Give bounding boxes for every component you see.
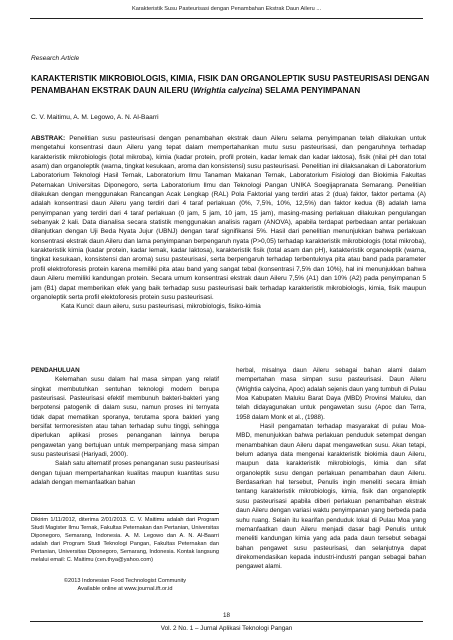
availability-line: Available online at www.journal.ift.or.id xyxy=(77,586,173,592)
journal-footer: Vol. 2 No. 1 – Jurnal Aplikasi Teknologi Pangan xyxy=(160,625,293,632)
title-main: KARAKTERISTIK MIKROBIOLOGIS, KIMIA, FISIK DAN ORGANOLEPTIK SUSU PASTEURISASI DENGAN PENAMBAHAN EKSTRAK DAUN AILERU ( xyxy=(31,74,430,95)
page-number: 18 xyxy=(222,612,230,619)
title-tail: ) SELAMA PENYIMPANAN xyxy=(259,85,361,95)
keywords: Kata Kunci: daun aileru, susu pasteurisasi, mikrobiologis, fisiko-kimia xyxy=(61,303,261,311)
article-type: Research Article xyxy=(31,55,80,62)
paper-title xyxy=(31,73,431,96)
header-divider xyxy=(30,18,423,19)
copyright-notice xyxy=(31,577,219,593)
title-species: Wrightia calycina xyxy=(193,85,260,95)
intro-paragraph-1: Kelemahan susu dalam hal masa simpan yang relatif singkat membutuhkan sentuhan teknologi modern berupa pasteurisasi. Pasteurisasi efektif membunuh bakteri-bakteri yang berpotensi patogenik di dalam susu, namun proses ini ternyata tidak dapat mematikan sporanya, terutama spora bakteri yang bersifat termoresisten atau tahan terhadap suhu tinggi, sehingga diperlukan aplikasi proses penanganan lainnya berupa pengawetan yang bertujuan untuk memperpanjang masa simpan susu pasteurisasi (Hariyadi, 2000). xyxy=(31,376,219,459)
section-heading: PENDAHULUAN xyxy=(31,367,80,374)
abstract-text: Penelitian susu pasteurisasi dengan penambahan ekstrak daun Aileru selama penyimpanan telah dilakukan untuk mengetahui konsentrasi daun Aileru yang tepat dalam mempertahankan mutu susu pasteurisasi, dan pengaruhnya terhadap karakteristik mikrobiologis (total mikroba), kimia (kadar protein, profil protein, kadar lemak dan kadar laktosa), fisik (nilai pH dan total asam) dan organoleptik (warna, tingkat kesukaan, aroma dan konsistensi) susu pasteurisasi. Penelitian ini dilaksanakan di Laboratorium Laboratorium Teknologi Hasil Ternak, Laboratorium Ilmu Tanaman Makanan Ternak, Laboratorium Fisiologi dan Biokimia Fakultas Peternakan Universitas Diponegoro, serta Laboratorium Ilmu dan Teknologi Pangan UNIKA Soegijapranata Semarang. Penelitian dilakukan dengan menggunakan Rancangan Acak Lengkap (RAL) Pola Faktorial yang terdiri atas 2 (dua) faktor, faktor pertama (A) adalah konsentrasi daun Aileru yang terdiri dari 4 taraf perlakuan (0%, 7,5%, 10%, 12,5%) dan faktor kedua (B) adalah lama penyimpanan yang terdiri dari 4 taraf perlakuan (0 jam, 5 jam, 10 jam, 15 jam), masing-masing perlakuan dilakukan pengulangan sebanyak 2 kali. Data dianalisa secara statistik menggunakan analisis ragam (ANOVA), apabila terdapat perbedaan antar perlakuan dilanjutkan dengan Uji Beda Nyata Jujur (UBNJ) dengan taraf signifikansi 5%. Hasil dari penelitian menunjukkan bahwa perlakuan konsentrasi ekstrak daun Aileru dan lama penyimpanan berpengaruh nyata (P>0,05) terhadap karakteristik mikrobiologis (total mikroba), karakteristik kimia (kadar protein, kadar lemak, kadar laktosa), karakteristik fisik (total asam dan pH), katakteristik organoleptik (warna, tingkat kesukaan, konsistensi dan aroma) susu pasteurisasi, serta berpengaruh terhadap terbentuknya pita atau band pada parameter profil elektroforesis protein karena memiliki pita atau band yang sangat tebal (konsentrasi 7,5% dan 10%), hal ini menunjukkan bahwa daun Aileru memiliki kandungan protein. Secara umum konsentrasi ekstrak daun Aileru 7,5% (A1) dan 10% (A2) pada penyimpanan 5 jam (B1) dapat memberikan efek yang baik terhadap susu pasteurisasi baik terhadap karakteristik mikrobiologis, kimia, fisik maupun organoleptik serta profil elektoforesis protein susu pasteurisasi. xyxy=(31,135,426,301)
running-header: Karakteristik Susu Pasteurisasi dengan Penambahan Ekstrak Daun Aileru ... xyxy=(131,6,322,12)
abstract-label: ABSTRAK: xyxy=(31,135,66,142)
footer-divider xyxy=(30,621,423,622)
authors: C. V. Maitimu, A. M. Legowo, A. N. Al-Baarri xyxy=(31,114,159,121)
footnote: Dikirim 1/11/2012, diterima 2/01/2013. C. V. Maitimu adalah dari Program Studi Magister Ilmu Ternak, Fakultas Peternakan dan Pertanian, Universitas Diponegoro, Semarang, Indonesia. A. M. Legowo dan A. N. Al-Baarri adalah dari Program Studi Teknologi Pangan, Fakultas Peternakan dan Pertanian, Universitas Diponegoro, Semarang, Indonesia. Kontak langsung melalui email: C. Maitimu (cen.thya@yahoo.com) xyxy=(31,517,219,564)
right-column xyxy=(236,366,426,572)
right-paragraph-2: Hasil pengamatan terhadap masyarakat di pulau Moa-MBD, menunjukkan bahwa perlakuan penduduk setempat dengan menambahkan daun Aileru dapat mengawetkan susu. Akan tetapi, belum adanya data mengenai karakteristik biokimia daun Aileru, maupun data karakteristik mikrobiologis, kimia dan sifat organoleptik susu dengan perlakuan penambahan daun Aileru. Berdasarkan hal tersebut, Penulis ingin meneliti secara ilmiah tentang karakteristik mikrobiologis, kimia, fisik dan organoleptik susu pasteurisasi apabila diberi perlakuan penambahan ekstrak daun Aileru dengan variasi waktu penyimpanan yang berbeda pada suhu ruang. Selain itu kearifan penduduk lokal di Pulau Moa yang memanfaatkan daun Aileru menjadi dasar bagi Penulis untuk meneliti kandungan kimia yang ada pada daun tersebut sebagai bahan pengawet susu pasteurisasi, dan selanjutnya dapat direkomendasikan kepada industri-industri pangan sebagai bahan pengawet alami. xyxy=(236,423,426,571)
abstract xyxy=(31,134,426,312)
right-paragraph-1: herbal, misalnya daun Aileru sebagai bahan alami dalam mempertahan masa simpan susu pasteurisasi. Daun Aileru (Wrightia calycina, Apoc) adalah sejenis daun yang tumbuh di Pulau Moa Kabupaten Maluku Barat Daya (MBD) Provinsi Maluku, dan telah didayagunakan untuk pengawetan susu (Apoc dan Terra, 1958 dalam Monk et al., (1988). xyxy=(236,367,426,421)
copyright-line: ©2013 Indonesian Food Technologist Community xyxy=(63,578,187,584)
footnote-divider xyxy=(31,513,219,514)
left-column xyxy=(31,366,219,487)
intro-paragraph-2: Salah satu alternatif proses penanganan susu pasteurisasi dengan tujuan mempertahankan kualitas maupun kuantitas susu adalah dengan memanfaatkan bahan xyxy=(31,460,219,487)
